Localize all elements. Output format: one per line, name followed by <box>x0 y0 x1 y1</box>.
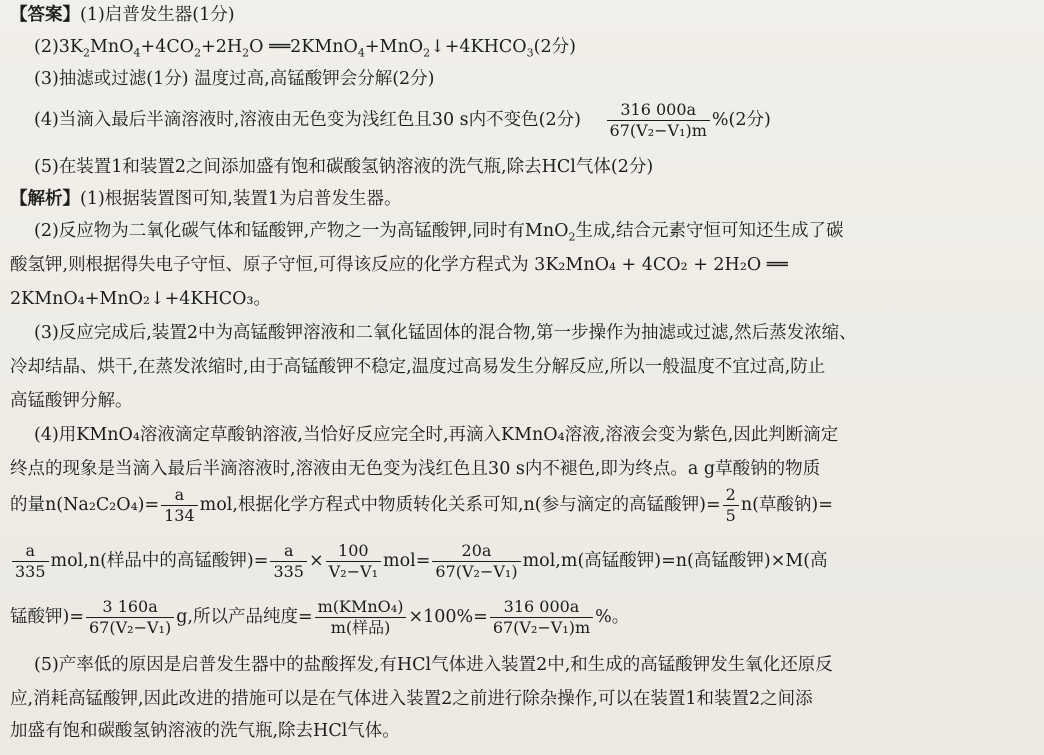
analysis-text: mol= <box>383 551 431 571</box>
analysis-text: 锰酸钾)= <box>10 607 84 627</box>
answer-line-5: (5)在装置1和装置2之间添加盛有饱和碳酸氢钠溶液的洗气瓶,除去HCl气体(2分) <box>34 157 654 177</box>
fraction <box>432 543 520 580</box>
equation-part: +2H <box>201 37 243 57</box>
fraction-numerator: 2 <box>725 485 736 504</box>
equation-part: +4CO <box>140 37 195 57</box>
purity-fraction <box>607 102 710 139</box>
subscript: 2 <box>568 230 576 244</box>
fraction-denominator: 67(V₂−V₁) <box>432 561 520 580</box>
analysis-text: 生成,结合元素守恒可知还生成了碳 <box>575 221 844 241</box>
analysis-4-line-4 <box>10 540 1030 582</box>
answer-1: (1)启普发生器(1分) <box>80 5 235 25</box>
analysis-2-line-1 <box>34 220 1030 249</box>
analysis-text: g,所以产品纯度= <box>176 607 313 627</box>
analysis-text: 的量n(Na₂C₂O₄)= <box>10 495 160 515</box>
fraction-denominator: 67(V₂−V₁) <box>86 617 174 636</box>
analysis-text: mol,n(样品中的高锰酸钾)= <box>50 551 269 571</box>
equation-part: (2)3K <box>34 37 83 57</box>
analysis-1: (1)根据装置图可知,装置1为启普发生器。 <box>80 189 402 209</box>
equation-part: O ══2KMnO <box>249 37 358 57</box>
fraction-numerator: a <box>25 541 36 560</box>
fraction-numerator: m(KMnO₄) <box>317 597 404 616</box>
fraction-denominator: 134 <box>161 505 198 524</box>
fraction <box>86 599 174 636</box>
fraction <box>326 543 381 580</box>
equation-part: MnO <box>90 37 134 57</box>
fraction-denominator: 335 <box>12 561 49 580</box>
fraction <box>12 543 49 580</box>
analysis-5-line-3: 加盛有饱和碳酸氢钠溶液的洗气瓶,除去HCl气体。 <box>10 721 400 741</box>
answer-tag: 【答案】 <box>10 5 80 25</box>
subscript: 2 <box>194 46 202 60</box>
fraction-numerator: 316 000a <box>620 100 697 119</box>
analysis-4-line-2: 终点的现象是当滴入最后半滴溶液时,溶液由无色变为浅红色且30 s内不褪色,即为终点。a g草酸钠的物质 <box>10 459 821 479</box>
fraction <box>315 599 407 636</box>
fraction-numerator: 100 <box>338 541 369 560</box>
answer-line-1 <box>10 4 1030 26</box>
answer-line-4 <box>34 100 1030 140</box>
subscript: 4 <box>133 46 141 60</box>
analysis-2-line-2: 酸氢钾,则根据得失电子守恒、原子守恒,可得该反应的化学方程式为 3K₂MnO₄ + 4CO₂ + 2H₂O ══ <box>10 255 788 275</box>
subscript: 4 <box>357 46 365 60</box>
fraction <box>490 599 593 636</box>
analysis-3-line-3: 高锰酸钾分解。 <box>10 391 133 411</box>
equation-part: (2分) <box>533 37 576 57</box>
analysis-text: ×100%= <box>408 607 488 627</box>
analysis-4-line-5 <box>10 596 1030 638</box>
analysis-4-line-3 <box>10 484 1030 526</box>
answer-line-2 <box>34 36 1030 65</box>
answer-4-text: (4)当滴入最后半滴溶液时,溶液由无色变为浅红色且30 s内不变色(2分) <box>34 110 581 130</box>
fraction <box>270 543 307 580</box>
analysis-line-1 <box>10 188 1030 210</box>
equation-part: ↓+4KHCO <box>430 37 527 57</box>
fraction-denominator: 335 <box>270 561 307 580</box>
analysis-3-line-1: (3)反应完成后,装置2中为高锰酸钾溶液和二氧化锰固体的混合物,第一步操作为抽滤或过滤,然后蒸发浓缩、 <box>34 323 857 343</box>
analysis-text: %。 <box>595 607 630 627</box>
analysis-text: mol,m(高锰酸钾)=n(高锰酸钾)×M(高 <box>522 551 828 571</box>
subscript: 2 <box>423 46 431 60</box>
analysis-text: × <box>308 551 324 571</box>
fraction-denominator: m(样品) <box>315 617 407 636</box>
fraction <box>723 487 739 524</box>
fraction-numerator: 3 160a <box>102 597 158 616</box>
fraction-numerator: a <box>283 541 294 560</box>
equation-part: +MnO <box>364 37 424 57</box>
analysis-text: mol,根据化学方程式中物质转化关系可知,n(参与滴定的高锰酸钾)= <box>199 495 721 515</box>
fraction-denominator: 67(V₂−V₁)m <box>490 617 593 636</box>
analysis-text: (2)反应物为二氧化碳气体和锰酸钾,产物之一为高锰酸钾,同时有MnO <box>34 221 569 241</box>
fraction <box>161 487 198 524</box>
fraction-numerator: a <box>174 485 185 504</box>
fraction-denominator: 5 <box>723 505 739 524</box>
answer-line-3: (3)抽滤或过滤(1分) 温度过高,高锰酸钾会分解(2分) <box>34 69 435 89</box>
fraction-denominator: V₂−V₁ <box>326 561 381 580</box>
fraction-numerator: 20a <box>461 541 492 560</box>
analysis-5-line-2: 应,消耗高锰酸钾,因此改进的措施可以是在气体进入装置2之前进行除杂操作,可以在装置1和装置2之间添 <box>10 689 813 709</box>
answer-4-tail: %(2分) <box>711 110 771 130</box>
subscript: 3 <box>526 46 534 60</box>
analysis-5-line-1: (5)产率低的原因是启普发生器中的盐酸挥发,有HCl气体进入装置2中,和生成的高锰酸钾发生氧化还原反 <box>34 655 833 675</box>
analysis-4-line-1: (4)用KMnO₄溶液滴定草酸钠溶液,当恰好反应完全时,再滴入KMnO₄溶液,溶液会变为紫色,因此判断滴定 <box>34 425 839 445</box>
fraction-numerator: 316 000a <box>503 597 580 616</box>
analysis-2-line-3: 2KMnO₄+MnO₂↓+4KHCO₃。 <box>10 289 272 309</box>
subscript: 2 <box>83 46 90 60</box>
analysis-tag: 【解析】 <box>10 189 80 209</box>
analysis-text: n(草酸钠)= <box>740 495 833 515</box>
fraction-denominator: 67(V₂−V₁)m <box>607 120 710 139</box>
subscript: 2 <box>242 46 250 60</box>
analysis-3-line-2: 冷却结晶、烘干,在蒸发浓缩时,由于高锰酸钾不稳定,温度过高易发生分解反应,所以一般温度不宜过高,防止 <box>10 357 826 377</box>
